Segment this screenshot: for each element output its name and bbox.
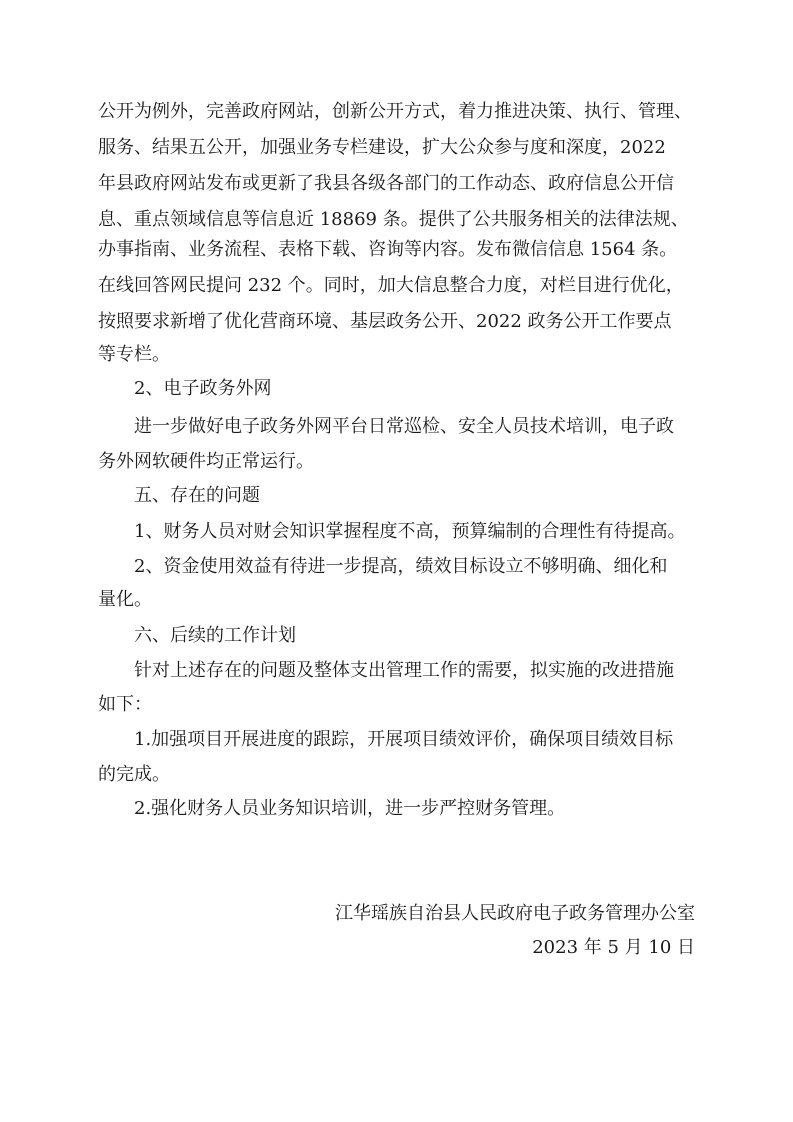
signature-organization: 江华瑶族自治县人民政府电子政务管理办公室 — [335, 903, 695, 924]
body-line: 进一步做好电子政务外网平台日常巡检、安全人员技术培训，电子政 — [134, 416, 674, 437]
body-line: 的完成。 — [98, 764, 170, 785]
body-line: 2、资金使用效益有待进一步提高，绩效目标设立不够明确、细化和 — [134, 556, 668, 577]
body-line: 公开为例外，完善政府网站，创新公开方式，着力推进决策、执行、管理、 — [98, 101, 692, 122]
section-heading: 2、电子政务外网 — [134, 378, 272, 399]
body-line: 1、财务人员对财会知识掌握程度不高，预算编制的合理性有待提高。 — [134, 521, 686, 542]
body-line: 办事指南、业务流程、表格下载、咨询等内容。发布微信信息 1564 条。 — [98, 239, 678, 260]
section-heading: 六、后续的工作计划 — [134, 625, 296, 646]
body-line: 2.强化财务人员业务知识培训，进一步严控财务管理。 — [134, 798, 566, 819]
body-line: 按照要求新增了优化营商环境、基层政务公开、2022 政务公开工作要点 — [98, 311, 672, 332]
body-line: 年县政府网站发布或更新了我县各级各部门的工作动态、政府信息公开信 — [98, 173, 674, 194]
body-line: 量化。 — [98, 589, 152, 610]
body-line: 如下： — [98, 694, 152, 715]
body-line: 针对上述存在的问题及整体支出管理工作的需要，拟实施的改进措施 — [134, 660, 674, 681]
section-heading: 五、存在的问题 — [134, 485, 260, 506]
body-line: 1.加强项目开展进度的跟踪，开展项目绩效评价，确保项目绩效目标 — [134, 729, 674, 750]
body-line: 在线回答网民提问 232 个。同时，加大信息整合力度，对栏目进行优化， — [98, 275, 684, 296]
body-line: 等专栏。 — [98, 344, 170, 365]
body-line: 息、重点领域信息等信息近 18869 条。提供了公共服务相关的法律法规、 — [98, 209, 689, 230]
body-line: 务外网软硬件均正常运行。 — [98, 451, 314, 472]
signature-date: 2023 年 5 月 10 日 — [532, 937, 695, 958]
body-line: 服务、结果五公开，加强业务专栏建设，扩大公众参与度和深度，2022 — [98, 137, 666, 158]
